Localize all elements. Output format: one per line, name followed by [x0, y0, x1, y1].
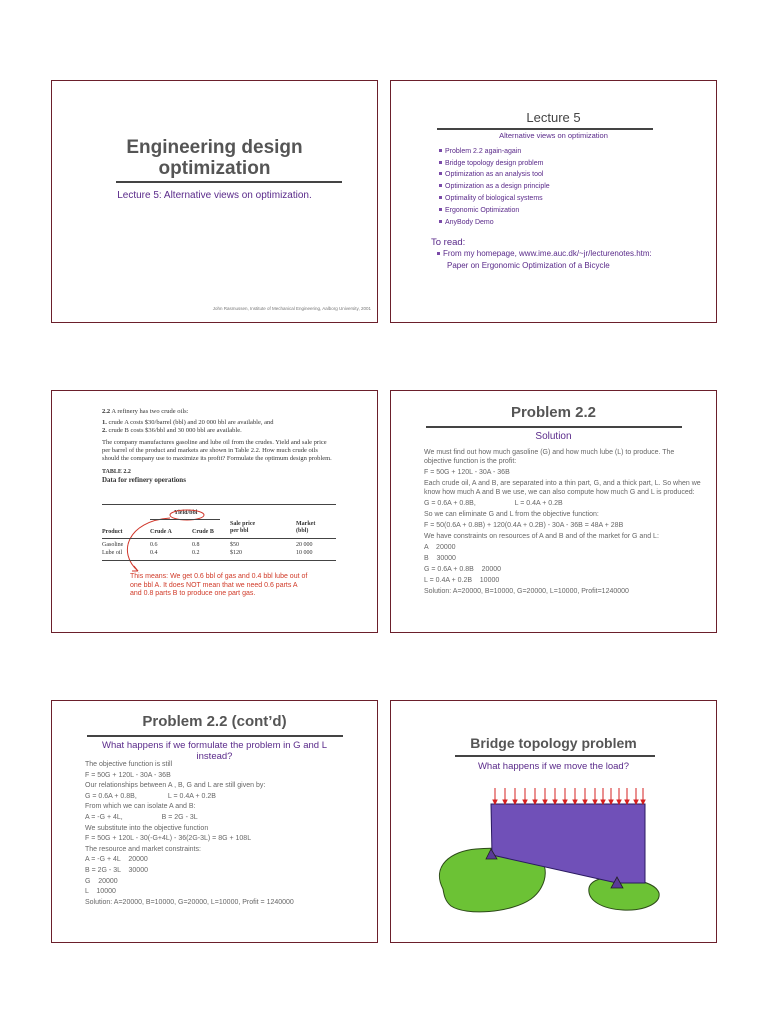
bridge-diagram	[391, 701, 717, 943]
bullet-square-icon	[439, 208, 442, 211]
problem-paragraph: The company manufactures gasoline and lube oil from the crudes. Yield and sale price per barrel of the product and markets are shown in Table 2.2. How much crude oils should the company use to maximize its profit? Formulate the optimum design problem.	[102, 439, 332, 462]
slide-heading: Lecture 5	[526, 110, 581, 125]
slide-problem-contd	[51, 700, 378, 943]
bullet-item: Optimality of biological systems	[439, 195, 543, 202]
heading-line-2: optimization	[158, 158, 271, 179]
slide-problem-text	[51, 390, 378, 633]
red-note: This means: We get 0.6 bbl of gas and 0.4 bbl lube out of one bbl A. It does NOT mean that we need 0.6 parts A and 0.8 parts B to produce one part gas.	[130, 573, 308, 597]
slide-subtitle: What happens if we move the load?	[477, 761, 630, 772]
bullet-item: Optimization as an analysis tool	[439, 171, 543, 178]
slide-heading: Problem 2.2	[510, 404, 597, 421]
table-header-row	[102, 521, 336, 537]
slide-subtitle: What happens if we formulate the problem in G and L instead?	[102, 740, 327, 762]
subtitle: Lecture 5: Alternative views on optimization.	[117, 190, 312, 201]
bullet-item: AnyBody Demo	[439, 219, 494, 226]
table-bottom-rule	[102, 560, 336, 561]
problem-item-2: 2. crude B costs $36/bbl and 30 000 bbl are available.	[102, 427, 242, 434]
bullet-square-icon	[437, 252, 440, 255]
bullet-square-icon	[439, 149, 442, 152]
slide-lecture-5	[390, 80, 717, 323]
slide-problem-solution	[390, 390, 717, 633]
yield-rule	[150, 519, 220, 520]
load-arrows	[493, 788, 645, 804]
col-market: Market (bbl)	[296, 521, 316, 534]
col-sale-price: Sale price per bbl	[230, 521, 256, 534]
bullet-item: Bridge topology design problem	[439, 160, 543, 167]
table-header-rule	[102, 538, 336, 539]
bullet-square-icon	[439, 184, 442, 187]
slide-heading: Problem 2.2 (cont’d)	[142, 713, 287, 730]
bullet-square-icon	[439, 161, 442, 164]
bullet-square-icon	[439, 172, 442, 175]
problem-item-1: 1. crude A costs $30/barrel (bbl) and 20 000 bbl are available, and	[102, 419, 274, 426]
title-rule	[87, 735, 343, 737]
slide-title-heading	[52, 137, 377, 179]
slide-subtitle: Solution	[535, 431, 572, 442]
table-row: Gasoline 0.6 0.8 $50 20 000	[102, 542, 313, 548]
bullet-item: Optimization as a design principle	[439, 183, 550, 190]
col-crude-b: Crude B	[192, 529, 214, 535]
title-rule	[116, 181, 342, 183]
problem-intro: 2.2 A refinery has two crude oils:	[102, 408, 189, 415]
read-line-1: From my homepage, www.ime.auc.dk/~jr/lecturenotes.htm:	[437, 249, 652, 258]
table-caption: Data for refinery operations	[102, 476, 186, 484]
bullet-item: Ergonomic Optimization	[439, 207, 519, 214]
slide-subtitle: Alternative views on optimization	[499, 131, 608, 140]
to-read-label: To read:	[431, 237, 466, 248]
heading-line-1: Engineering design	[126, 137, 303, 158]
title-rule	[437, 128, 653, 130]
col-crude-a: Crude A	[150, 529, 172, 535]
bullet-square-icon	[439, 196, 442, 199]
col-product: Product	[102, 529, 123, 535]
solution-text: We must find out how much gasoline (G) and how much lube (L) to produce. The objective function is the profit: F = 50G + 120L - 30A - 36B Each crude oil, A and B, are separated into a thin part, G, and a thick part, L. So when we know how much A and B we use, we can also compute how much G and L is produced: G = 0.6A + 0.8B, L = 0.4A + 0.2B So we can eliminate G and L from the objective function: F = 50(0.6A + 0.8B) + 120(0.4A + 0.2B) - 30A - 36B = 48A + 28B We have constraints on resources of A and B and of the market for G and L: A 20000 B 30000 G = 0.6A + 0.8B 20000 L = 0.4A + 0.2B 10000 Solution: A=20000, B=10000, G=20000, L=10000, Profit=1240000	[424, 449, 701, 595]
table-row: Lube oil 0.4 0.2 $120 10 000	[102, 550, 313, 556]
bullet-item: Problem 2.2 again-again	[439, 148, 521, 155]
slide-heading: Bridge topology problem	[470, 735, 637, 751]
bullet-square-icon	[439, 220, 442, 223]
table-label: TABLE 2.2	[102, 469, 131, 475]
slide-title	[51, 80, 378, 323]
slide-bridge-topology	[390, 700, 717, 943]
data-table	[102, 521, 336, 561]
title-rule	[426, 426, 682, 428]
contd-text: The objective function is still F = 50G + 120L - 30A - 36B Our relationships between A , B, G and L are still given by: G = 0.6A + 0.8B, L = 0.4A + 0.2B From which we can isolate A and B: A = -G + 4L, B = 2G - 3L We substitute into the objective function F = 50G + 120L - 30(-G+4L) - 36(2G-3L) = 8G + 108L The resource and market constraints: A = -G + 4L 20000 B = 2G - 3L 30000 G 20000 L 10000 Solution: A=20000, B=10000, G=20000, L=10000, Profit = 1240000	[85, 761, 294, 906]
yield-label: Yield/bbl	[174, 510, 198, 516]
read-line-2[interactable]: Paper on Ergonomic Optimization of a Bicycle	[447, 261, 610, 270]
footer: John Rasmussen, Institute of Mechanical Engineering, Aalborg University, 2001	[212, 306, 371, 311]
